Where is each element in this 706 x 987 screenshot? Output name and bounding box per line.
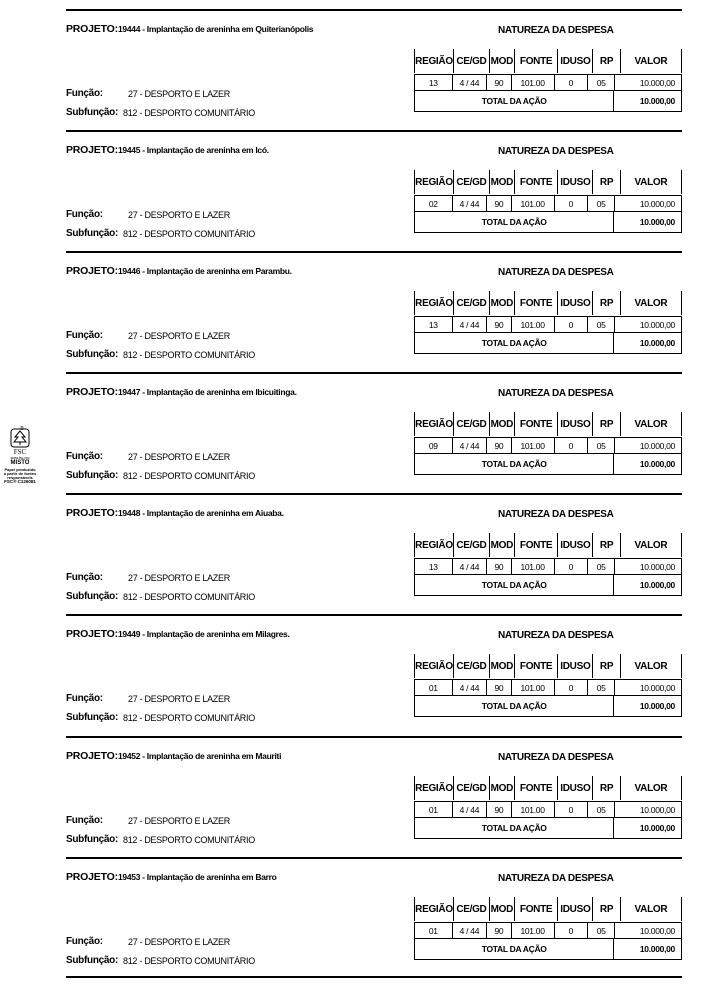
header-mod: MOD (489, 533, 514, 557)
header-fonte: FONTE (514, 49, 558, 73)
projeto-title: 19449 - Implantação de areninha em Milagres. (118, 629, 290, 639)
value-fonte: 101.00 (511, 317, 554, 333)
projeto-title: 19444 - Implantação de areninha em Quiterianópolis (118, 24, 314, 34)
natureza-value-row (414, 316, 682, 333)
projeto-title: 19453 - Implantação de areninha em Barro (118, 872, 277, 882)
natureza-heading: NATUREZA DA DESPESA (498, 630, 614, 641)
value-valor: 10.000,00 (615, 923, 682, 939)
projeto-title: 19452 - Implantação de areninha em Mauriti (118, 751, 282, 761)
value-mod: 90 (487, 923, 511, 939)
funcao-label: Função: (66, 693, 103, 704)
funcao-label: Função: (66, 815, 103, 826)
header-ce-gd: CE/GD (453, 897, 489, 921)
funcao-value: 27 - DESPORTO E LAZER (128, 89, 230, 99)
natureza-value-row (414, 801, 682, 818)
header-rp: RP (593, 897, 621, 921)
value-mod: 90 (487, 559, 511, 575)
total-acao-label: TOTAL DA AÇÃO (415, 454, 614, 475)
natureza-heading: NATUREZA DA DESPESA (498, 267, 614, 278)
fsc-line1: Papel produzido (4, 467, 36, 472)
value-fonte: 101.00 (511, 75, 554, 91)
value-valor: 10.000,00 (615, 438, 682, 454)
natureza-value-row (414, 195, 682, 212)
funcao-value: 27 - DESPORTO E LAZER (128, 694, 230, 704)
header-iduso: IDUSO (558, 533, 593, 557)
project-block (66, 9, 682, 130)
value-ce-gd: 4 / 44 (452, 196, 487, 212)
value-regiao: 02 (415, 196, 453, 212)
subfuncao-label: Subfunção: (66, 955, 118, 966)
header-ce-gd: CE/GD (453, 291, 489, 315)
subfuncao-value: 812 - DESPORTO COMUNITÁRIO (123, 713, 255, 723)
natureza-heading: NATUREZA DA DESPESA (498, 25, 614, 36)
fsc-site: www.fsc.org (10, 456, 30, 460)
total-row (414, 333, 682, 354)
funcao-label: Função: (66, 936, 103, 947)
total-acao-value: 10.000,00 (614, 696, 682, 717)
value-iduso: 0 (554, 559, 588, 575)
total-row (414, 91, 682, 112)
subfuncao-label: Subfunção: (66, 834, 118, 845)
value-fonte: 101.00 (511, 559, 554, 575)
funcao-value: 27 - DESPORTO E LAZER (128, 573, 230, 583)
projeto-title: 19448 - Implantação de areninha em Aiuaba. (118, 508, 284, 518)
natureza-value-row (414, 437, 682, 454)
header-ce-gd: CE/GD (453, 412, 489, 436)
value-fonte: 101.00 (511, 680, 554, 696)
fsc-line2: a partir de fontes (3, 471, 37, 476)
natureza-header-row (414, 776, 682, 800)
projeto-label: PROJETO: (66, 750, 118, 762)
fsc-category: MISTO (10, 460, 30, 466)
header-fonte: FONTE (514, 533, 558, 557)
funcao-value: 27 - DESPORTO E LAZER (128, 816, 230, 826)
value-regiao: 01 (415, 680, 453, 696)
fsc-brand: FSC (13, 448, 27, 456)
header-valor: VALOR (620, 412, 681, 436)
subfuncao-label: Subfunção: (66, 349, 118, 360)
value-valor: 10.000,00 (615, 317, 682, 333)
natureza-value-row (414, 922, 682, 939)
header-regiao: REGIÃO (415, 49, 454, 73)
header-regiao: REGIÃO (415, 776, 454, 800)
projeto-label: PROJETO: (66, 23, 118, 35)
separator-rule (66, 130, 682, 132)
header-fonte: FONTE (514, 897, 558, 921)
natureza-header-row (414, 291, 682, 315)
subfuncao-label: Subfunção: (66, 470, 118, 481)
funcao-value: 27 - DESPORTO E LAZER (128, 210, 230, 220)
funcao-label: Função: (66, 88, 103, 99)
header-regiao: REGIÃO (415, 533, 454, 557)
natureza-heading: NATUREZA DA DESPESA (498, 509, 614, 520)
value-regiao: 01 (415, 923, 453, 939)
header-mod: MOD (489, 654, 514, 678)
total-acao-value: 10.000,00 (614, 212, 682, 233)
total-acao-value: 10.000,00 (614, 333, 682, 354)
subfuncao-value: 812 - DESPORTO COMUNITÁRIO (123, 592, 255, 602)
header-rp: RP (593, 291, 621, 315)
value-iduso: 0 (554, 923, 588, 939)
subfuncao-value: 812 - DESPORTO COMUNITÁRIO (123, 229, 255, 239)
subfuncao-value: 812 - DESPORTO COMUNITÁRIO (123, 835, 255, 845)
header-ce-gd: CE/GD (453, 533, 489, 557)
natureza-heading: NATUREZA DA DESPESA (498, 388, 614, 399)
value-ce-gd: 4 / 44 (452, 75, 487, 91)
header-rp: RP (593, 170, 621, 194)
project-block (66, 736, 682, 857)
subfuncao-value: 812 - DESPORTO COMUNITÁRIO (123, 471, 255, 481)
header-iduso: IDUSO (558, 170, 593, 194)
header-iduso: IDUSO (558, 654, 593, 678)
projeto-label: PROJETO: (66, 386, 118, 398)
total-acao-label: TOTAL DA AÇÃO (415, 696, 614, 717)
value-mod: 90 (487, 802, 511, 818)
total-acao-label: TOTAL DA AÇÃO (415, 939, 614, 960)
funcao-value: 27 - DESPORTO E LAZER (128, 937, 230, 947)
value-ce-gd: 4 / 44 (452, 438, 487, 454)
projeto-label: PROJETO: (66, 628, 118, 640)
header-mod: MOD (489, 170, 514, 194)
value-valor: 10.000,00 (615, 680, 682, 696)
value-iduso: 0 (554, 680, 588, 696)
header-regiao: REGIÃO (415, 897, 454, 921)
projeto-title: 19445 - Implantação de areninha em Icó. (118, 145, 269, 155)
separator-rule (66, 493, 682, 495)
value-fonte: 101.00 (511, 438, 554, 454)
project-block (66, 857, 682, 978)
project-block (66, 372, 682, 493)
value-rp: 05 (588, 559, 615, 575)
project-block (66, 493, 682, 614)
total-row (414, 454, 682, 475)
value-regiao: 01 (415, 802, 453, 818)
value-rp: 05 (588, 802, 615, 818)
header-iduso: IDUSO (558, 291, 593, 315)
header-fonte: FONTE (514, 776, 558, 800)
total-acao-label: TOTAL DA AÇÃO (415, 333, 614, 354)
value-iduso: 0 (554, 196, 588, 212)
value-iduso: 0 (554, 802, 588, 818)
natureza-heading: NATUREZA DA DESPESA (498, 873, 614, 884)
total-row (414, 939, 682, 960)
header-iduso: IDUSO (558, 412, 593, 436)
value-fonte: 101.00 (511, 923, 554, 939)
projeto-title: 19447 - Implantação de areninha em Ibicuitinga. (118, 387, 297, 397)
header-fonte: FONTE (514, 291, 558, 315)
funcao-label: Função: (66, 451, 103, 462)
value-valor: 10.000,00 (615, 802, 682, 818)
funcao-label: Função: (66, 209, 103, 220)
fsc-line3: responsáveis (7, 475, 33, 480)
header-iduso: IDUSO (558, 49, 593, 73)
fsc-code: FSC® C126081 (4, 479, 36, 484)
value-iduso: 0 (554, 75, 588, 91)
natureza-value-row (414, 558, 682, 575)
project-block (66, 130, 682, 251)
value-mod: 90 (487, 317, 511, 333)
value-ce-gd: 4 / 44 (452, 317, 487, 333)
separator-rule (66, 614, 682, 616)
value-regiao: 09 (415, 438, 453, 454)
subfuncao-value: 812 - DESPORTO COMUNITÁRIO (123, 956, 255, 966)
header-fonte: FONTE (514, 654, 558, 678)
header-valor: VALOR (620, 291, 681, 315)
projeto-title: 19446 - Implantação de areninha em Parambu. (118, 266, 292, 276)
funcao-label: Função: (66, 330, 103, 341)
separator-rule (66, 251, 682, 253)
header-ce-gd: CE/GD (453, 170, 489, 194)
value-valor: 10.000,00 (615, 196, 682, 212)
header-rp: RP (593, 533, 621, 557)
header-regiao: REGIÃO (415, 291, 454, 315)
value-ce-gd: 4 / 44 (452, 802, 487, 818)
natureza-header-row (414, 897, 682, 921)
value-rp: 05 (588, 317, 615, 333)
projeto-label: PROJETO: (66, 507, 118, 519)
funcao-value: 27 - DESPORTO E LAZER (128, 452, 230, 462)
separator-rule (66, 9, 682, 11)
funcao-label: Função: (66, 572, 103, 583)
value-mod: 90 (487, 680, 511, 696)
header-mod: MOD (489, 412, 514, 436)
value-rp: 05 (588, 438, 615, 454)
header-valor: VALOR (620, 897, 681, 921)
header-iduso: IDUSO (558, 776, 593, 800)
value-fonte: 101.00 (511, 196, 554, 212)
header-valor: VALOR (620, 654, 681, 678)
value-rp: 05 (588, 196, 615, 212)
subfuncao-value: 812 - DESPORTO COMUNITÁRIO (123, 108, 255, 118)
subfuncao-label: Subfunção: (66, 107, 118, 118)
total-acao-value: 10.000,00 (614, 818, 682, 839)
value-iduso: 0 (554, 317, 588, 333)
projeto-label: PROJETO: (66, 144, 118, 156)
total-acao-value: 10.000,00 (614, 575, 682, 596)
subfuncao-value: 812 - DESPORTO COMUNITÁRIO (123, 350, 255, 360)
value-rp: 05 (588, 680, 615, 696)
total-row (414, 696, 682, 717)
separator-rule (66, 857, 682, 859)
header-mod: MOD (489, 776, 514, 800)
natureza-value-row (414, 74, 682, 91)
subfuncao-label: Subfunção: (66, 712, 118, 723)
header-valor: VALOR (620, 776, 681, 800)
value-regiao: 13 (415, 317, 453, 333)
header-iduso: IDUSO (558, 897, 593, 921)
natureza-header-row (414, 412, 682, 436)
header-ce-gd: CE/GD (453, 654, 489, 678)
header-valor: VALOR (620, 533, 681, 557)
value-regiao: 13 (415, 559, 453, 575)
value-valor: 10.000,00 (615, 75, 682, 91)
funcao-value: 27 - DESPORTO E LAZER (128, 331, 230, 341)
total-acao-label: TOTAL DA AÇÃO (415, 575, 614, 596)
header-fonte: FONTE (514, 170, 558, 194)
total-row (414, 212, 682, 233)
natureza-heading: NATUREZA DA DESPESA (498, 752, 614, 763)
fsc-logo (0, 428, 40, 484)
subfuncao-label: Subfunção: (66, 591, 118, 602)
natureza-value-row (414, 679, 682, 696)
project-block (66, 251, 682, 372)
value-iduso: 0 (554, 438, 588, 454)
subfuncao-label: Subfunção: (66, 228, 118, 239)
total-acao-value: 10.000,00 (614, 91, 682, 112)
separator-rule (66, 736, 682, 738)
value-mod: 90 (487, 75, 511, 91)
value-rp: 05 (588, 923, 615, 939)
natureza-header-row (414, 49, 682, 73)
natureza-header-row (414, 533, 682, 557)
header-ce-gd: CE/GD (453, 49, 489, 73)
header-mod: MOD (489, 897, 514, 921)
natureza-heading: NATUREZA DA DESPESA (498, 146, 614, 157)
projeto-label: PROJETO: (66, 871, 118, 883)
total-row (414, 818, 682, 839)
total-acao-value: 10.000,00 (614, 939, 682, 960)
projeto-label: PROJETO: (66, 265, 118, 277)
header-regiao: REGIÃO (415, 412, 454, 436)
header-regiao: REGIÃO (415, 654, 454, 678)
separator-rule (66, 372, 682, 374)
total-acao-value: 10.000,00 (614, 454, 682, 475)
value-valor: 10.000,00 (615, 559, 682, 575)
value-mod: 90 (487, 438, 511, 454)
value-ce-gd: 4 / 44 (452, 559, 487, 575)
total-acao-label: TOTAL DA AÇÃO (415, 91, 614, 112)
header-valor: VALOR (620, 170, 681, 194)
value-fonte: 101.00 (511, 802, 554, 818)
header-valor: VALOR (620, 49, 681, 73)
header-ce-gd: CE/GD (453, 776, 489, 800)
bottom-rule (66, 976, 682, 978)
value-ce-gd: 4 / 44 (452, 680, 487, 696)
project-block (66, 614, 682, 735)
header-regiao: REGIÃO (415, 170, 454, 194)
total-acao-label: TOTAL DA AÇÃO (415, 212, 614, 233)
value-ce-gd: 4 / 44 (452, 923, 487, 939)
header-mod: MOD (489, 49, 514, 73)
natureza-header-row (414, 654, 682, 678)
header-rp: RP (593, 49, 621, 73)
total-row (414, 575, 682, 596)
value-regiao: 13 (415, 75, 453, 91)
fsc-registered-mark: ® (20, 426, 24, 432)
header-rp: RP (593, 654, 621, 678)
natureza-header-row (414, 170, 682, 194)
total-acao-label: TOTAL DA AÇÃO (415, 818, 614, 839)
header-rp: RP (593, 412, 621, 436)
header-fonte: FONTE (514, 412, 558, 436)
header-rp: RP (593, 776, 621, 800)
value-rp: 05 (588, 75, 615, 91)
value-mod: 90 (487, 196, 511, 212)
header-mod: MOD (489, 291, 514, 315)
